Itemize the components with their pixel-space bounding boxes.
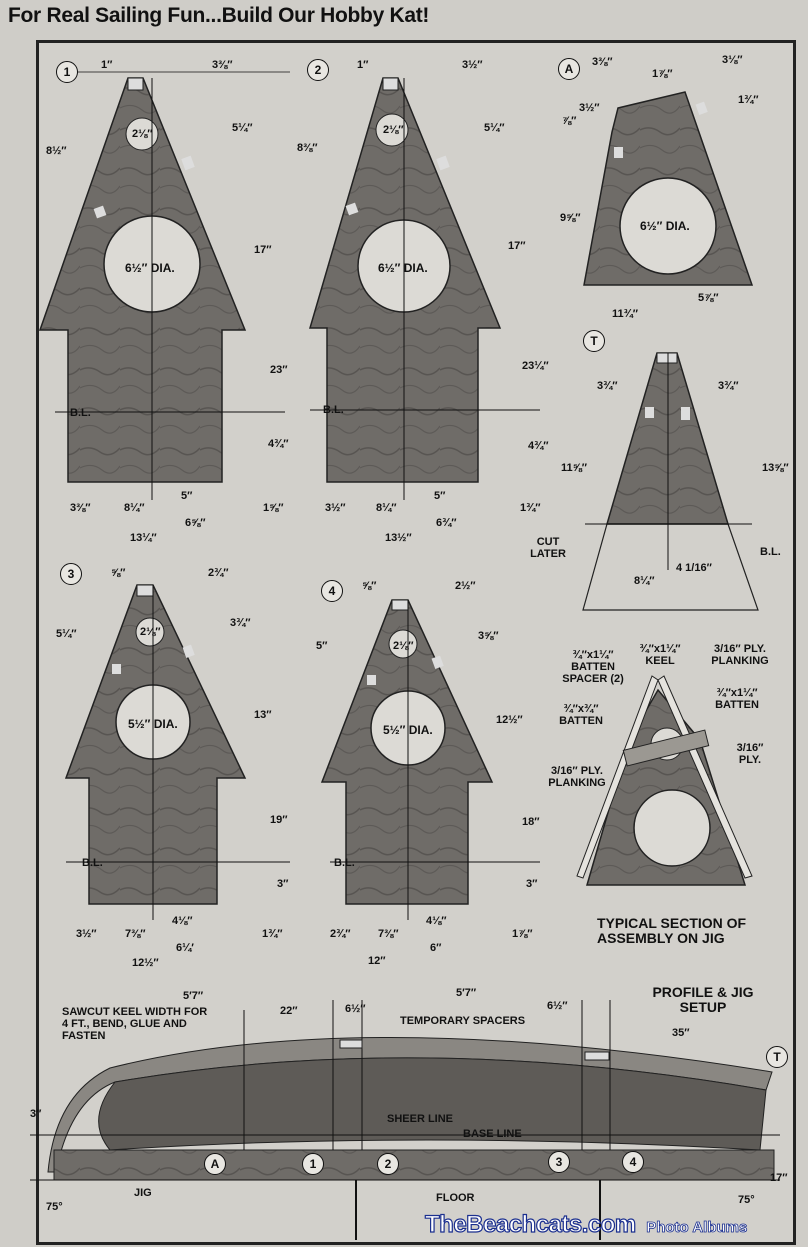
frame-3-top-width: ⅝″	[111, 567, 126, 579]
frame-4-bottom-left: 2¾″	[330, 928, 351, 940]
frame-1-top-width: 1″	[101, 59, 113, 71]
frame-1-height-right1: 5¼″	[232, 122, 253, 134]
section-ply-planking-top: 3/16″ PLY. PLANKING	[711, 643, 769, 668]
section-batten-right: ¾″x1¼″ BATTEN	[715, 687, 759, 712]
frame-a-left2: ⅞″	[562, 115, 577, 127]
profile-spacers: TEMPORARY SPACERS	[400, 1015, 526, 1027]
frame-t-bottom1: 8¼″	[634, 575, 655, 587]
watermark	[425, 1211, 805, 1245]
section-batten-spacer: ¾″x1¼″ BATTEN SPACER (2)	[562, 649, 624, 686]
frame-2-bottom-65: 6¾″	[436, 517, 457, 529]
frame-a-marker: A	[558, 58, 580, 80]
frame-4-bottom-6: 6″	[430, 942, 442, 954]
profile-d22: 22″	[280, 1005, 298, 1017]
section-batten-left: ¾″x¾″ BATTEN	[559, 703, 603, 728]
frame-3-small-hole: 2⅛″	[140, 626, 161, 638]
frame-t-right1: 3¾″	[718, 380, 739, 392]
frame-2-top-width: 1″	[357, 59, 369, 71]
frame-2-height-bl: 4¾″	[528, 440, 549, 452]
frame-t-left2: 11⅝″	[561, 462, 588, 474]
frame-4-bottom-4: 4⅛″	[426, 915, 447, 927]
frame-4-height-right1: 3⅝″	[478, 630, 499, 642]
profile-angle-right: 75°	[738, 1194, 755, 1206]
frame-1-height-17: 17″	[254, 244, 272, 256]
profile-len2: 5′7″	[456, 987, 477, 999]
frame-3-height-bl: 3″	[277, 878, 289, 890]
frame-a-top2: 1⅞″	[652, 68, 673, 80]
frame-1-height-23: 23″	[270, 364, 288, 376]
frame-4-total: 12″	[368, 955, 386, 967]
profile-angle-left: 75°	[46, 1201, 63, 1213]
frame-a-left1: 3½″	[579, 102, 600, 114]
frame-4-top-right: 2½″	[455, 580, 476, 592]
frame-a-bottom1: 5⅞″	[698, 292, 719, 304]
frame-3-bottom-7: 7⅜″	[125, 928, 146, 940]
frame-1-total: 13¼″	[130, 532, 157, 544]
page-title: For Real Sailing Fun...Build Our Hobby Kat!	[8, 4, 430, 27]
frame-4-height-left: 5″	[316, 640, 328, 652]
profile-marker-1: 1	[302, 1153, 324, 1175]
frame-1-bottom-5: 5″	[181, 490, 193, 502]
frame-3-bottom-left: 3½″	[76, 928, 97, 940]
frame-4-height-18: 18″	[522, 816, 540, 828]
frame-1-bottom-8: 8¼″	[124, 502, 145, 514]
profile-d3: 3″	[30, 1108, 42, 1120]
profile-floor: FLOOR	[436, 1192, 475, 1204]
frame-4-height-12: 12½″	[496, 714, 523, 726]
frame-2-bottom-left: 3½″	[325, 502, 346, 514]
profile-base-line: BASE LINE	[463, 1128, 522, 1140]
frame-3-top-right: 2¾″	[208, 567, 229, 579]
profile-d35: 35″	[672, 1027, 690, 1039]
frame-2-bl: B.L.	[323, 404, 344, 416]
frame-1-bottom-right: 1⅝″	[263, 502, 284, 514]
profile-d17: 17″	[770, 1172, 788, 1184]
profile-d65a: 6½″	[345, 1003, 366, 1015]
frame-2-total: 13½″	[385, 532, 412, 544]
frame-t-marker: T	[583, 330, 605, 352]
frame-3-total: 12½″	[132, 957, 159, 969]
profile-len1: 5′7″	[183, 990, 204, 1002]
watermark-suffix: Photo Albums	[646, 1219, 748, 1236]
frame-t-right2: 13⅝″	[762, 462, 789, 474]
section-ply-right: 3/16″ PLY.	[736, 742, 764, 767]
frame-1-hole-label: 6½″ DIA.	[125, 261, 175, 275]
frame-2-height-23: 23¼″	[522, 360, 549, 372]
section-caption: TYPICAL SECTION OF ASSEMBLY ON JIG	[597, 915, 747, 947]
frame-a-top3: 3⅛″	[722, 54, 743, 66]
frame-2-marker: 2	[307, 59, 329, 81]
frame-t-bottom2: 4 1/16″	[676, 562, 712, 574]
frame-a-right1: 1¾″	[738, 94, 759, 106]
frame-1-bottom-left: 3⅜″	[70, 502, 91, 514]
frame-4-hole-label: 5½″ DIA.	[383, 723, 433, 737]
frame-1-small-hole: 2⅛″	[132, 128, 153, 140]
frame-3-bottom-right: 1¾″	[262, 928, 283, 940]
section-keel: ¾″x1¼″ KEEL	[639, 643, 681, 668]
frame-2-small-hole: 2⅛″	[383, 124, 404, 136]
frame-2-height-right1: 5¼″	[484, 122, 505, 134]
frame-3-height-right1: 3¾″	[230, 617, 251, 629]
frame-1-marker: 1	[56, 61, 78, 83]
frame-3-bottom-6: 6¼′	[176, 942, 194, 954]
frame-2-hole-label: 6½″ DIA.	[378, 261, 428, 275]
frame-2-height-17: 17″	[508, 240, 526, 252]
frame-a-top1: 3⅜″	[592, 56, 613, 68]
frame-1-top-right: 3⅜″	[212, 59, 233, 71]
frame-1-bl: B.L.	[70, 407, 91, 419]
profile-title: PROFILE & JIG SETUP	[652, 984, 754, 1016]
frame-4-small-hole: 2⅛″	[393, 640, 414, 652]
frame-1-height-left: 8½″	[46, 145, 67, 157]
frame-1-bottom-65: 6⅝″	[185, 517, 206, 529]
profile-marker-3: 3	[548, 1151, 570, 1173]
profile-sawcut-note: SAWCUT KEEL WIDTH FOR 4 FT., BEND, GLUE AND FASTEN	[62, 1006, 208, 1043]
profile-marker-t: T	[766, 1046, 788, 1068]
profile-marker-a: A	[204, 1153, 226, 1175]
profile-marker-4: 4	[622, 1151, 644, 1173]
section-ply-planking-left: 3/16″ PLY. PLANKING	[548, 765, 606, 790]
frame-4-top-width: ⅝″	[362, 580, 377, 592]
frame-3-bl: B.L.	[82, 857, 103, 869]
frame-4-marker: 4	[321, 580, 343, 602]
frame-a-hole-label: 6½″ DIA.	[640, 219, 690, 233]
frame-2-height-left: 8⅜″	[297, 142, 318, 154]
frame-t-left1: 3¾″	[597, 380, 618, 392]
frame-2-top-right: 3½″	[462, 59, 483, 71]
frame-4-bl: B.L.	[334, 857, 355, 869]
frame-a-total: 11¾″	[612, 308, 639, 320]
profile-marker-2: 2	[377, 1153, 399, 1175]
frame-3-hole-label: 5½″ DIA.	[128, 717, 178, 731]
frame-3-height-left: 5¼″	[56, 628, 77, 640]
frame-3-height-13: 13″	[254, 709, 272, 721]
frame-2-bottom-right: 1¾″	[520, 502, 541, 514]
frame-t-cut-later: CUT LATER	[530, 536, 566, 561]
frame-1-height-bl: 4¾″	[268, 438, 289, 450]
frame-3-height-19: 19″	[270, 814, 288, 826]
frame-4-bottom-right: 1⅞″	[512, 928, 533, 940]
profile-d65b: 6½″	[547, 1000, 568, 1012]
frame-a-left3: 9⅝″	[560, 212, 581, 224]
frame-t-bl: B.L.	[760, 546, 781, 558]
profile-jig: JIG	[134, 1187, 152, 1199]
frame-4-height-bl: 3″	[526, 878, 538, 890]
watermark-brand: TheBeachcats.com	[425, 1211, 636, 1238]
frame-4-bottom-7: 7⅜″	[378, 928, 399, 940]
frame-2-bottom-8: 8¼″	[376, 502, 397, 514]
frame-2-bottom-5: 5″	[434, 490, 446, 502]
profile-sheer-line: SHEER LINE	[387, 1113, 454, 1125]
frame-3-marker: 3	[60, 563, 82, 585]
frame-3-bottom-4: 4⅛″	[172, 915, 193, 927]
